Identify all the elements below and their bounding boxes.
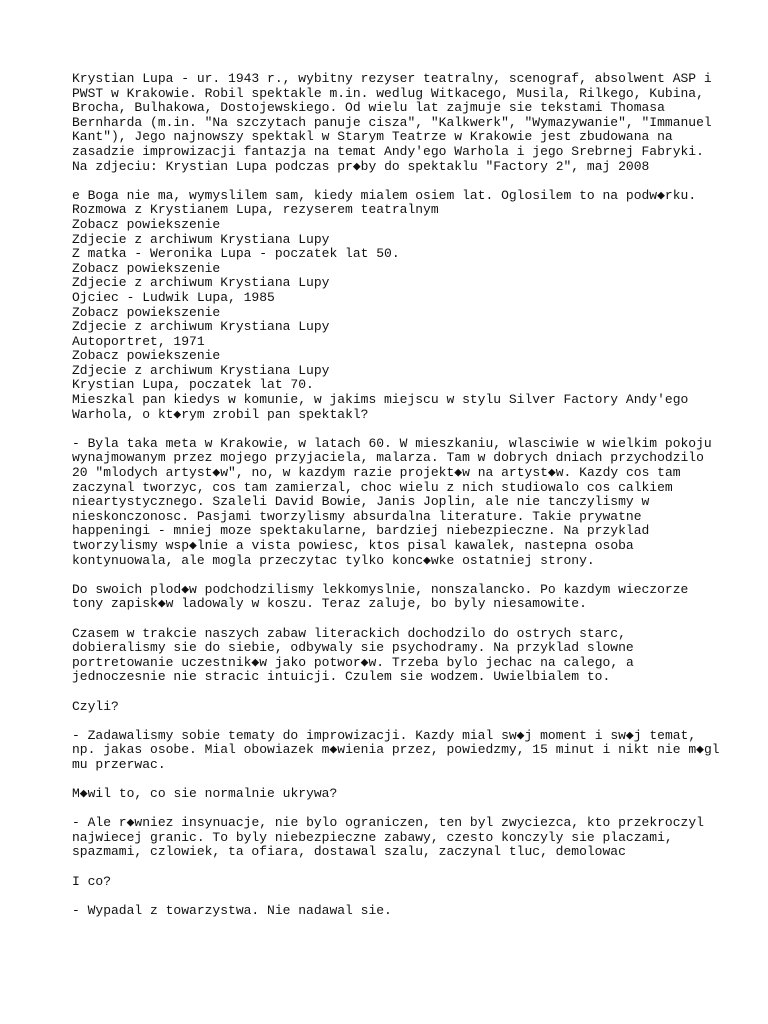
text-paragraph	[72, 583, 712, 612]
text-line: Zdjecie z archiwum Krystiana Lupy	[72, 362, 330, 378]
text-paragraph	[72, 816, 712, 860]
text-line: Rozmowa z Krystianem Lupa, rezyserem teatralnym	[72, 202, 439, 218]
text-line: tony zapisk◆w ladowaly w koszu. Teraz zaluje, bo byly niesamowite.	[72, 596, 587, 612]
text-line: Warhola, o kt◆rym zrobil pan spektakl?	[72, 406, 369, 422]
text-line: jednoczesnie nie stracic intuicji. Czulem sie wodzem. Uwielbialem to.	[72, 669, 611, 685]
text-line: M◆wil to, co sie normalnie ukrywa?	[72, 786, 338, 802]
text-line: Brocha, Bulhakowa, Dostojewskiego. Od wielu lat zajmuje sie tekstami Thomasa	[72, 100, 665, 116]
text-line: Czasem w trakcie naszych zabaw literackich dochodzilo do ostrych starc,	[72, 625, 626, 641]
document-page	[72, 71, 720, 933]
text-line: - Zadawalismy sobie tematy do improwizacji. Kazdy mial sw◆j moment i sw◆j temat,	[72, 727, 697, 743]
text-line: e Boga nie ma, wymyslilem sam, kiedy mialem osiem lat. Oglosilem to na podw◆rku.	[72, 187, 697, 203]
text-line: zaczynal tworzyc, cos tam zamierzal, choc wielu z nich studiowalo cos calkiem	[72, 479, 673, 495]
text-line: nieskonczonosc. Pasjami tworzylismy absurdalna literature. Takie prywatne	[72, 508, 642, 524]
text-line: Bernharda (m.in. "Na szczytach panuje cisza", "Kalkwerk", "Wymazywanie", "Immanuel	[72, 114, 712, 130]
text-line: Na zdjeciu: Krystian Lupa podczas pr◆by do spektaklu "Factory 2", maj 2008	[72, 158, 650, 174]
text-line: Zdjecie z archiwum Krystiana Lupy	[72, 275, 330, 291]
text-line: najwiecej granic. To byly niebezpieczne zabawy, czesto konczyly sie placzami,	[72, 829, 673, 845]
text-paragraph	[72, 727, 720, 773]
text-line: kontynuowala, ale mogla przeczytac tylko konc◆wke ostatniej strony.	[72, 552, 595, 568]
text-paragraph	[72, 627, 712, 685]
text-line: zasadzie improwizacji fantazja na temat Andy'ego Warhola i jego Srebrnej Fabryki.	[72, 143, 704, 159]
text-line: Zobacz powiekszenie	[72, 304, 221, 320]
text-line: Zobacz powiekszenie	[72, 216, 221, 232]
text-line: portretowanie uczestnik◆w jako potwor◆w. Trzeba bylo jechac na calego, a	[72, 654, 634, 670]
text-line: happeningi - mniej moze spektakularne, bardziej niebezpieczne. Na przyklad	[72, 523, 650, 539]
text-line: Krystian Lupa - ur. 1943 r., wybitny rezyser teatralny, scenograf, absolwent ASP i	[72, 71, 712, 86]
text-line: PWST w Krakowie. Robil spektakle m.in. wedlug Witkacego, Musila, Rilkego, Kubina,	[72, 85, 704, 101]
text-line: spazmami, czlowiek, ta ofiara, dostawal szalu, zaczynal tluc, demolowac	[72, 844, 626, 860]
text-line: wynajmowanym przez mojego przyjaciela, malarza. Tam w dobrych dniach przychodzilo	[72, 450, 704, 466]
text-line: tworzylismy wsp◆lnie a vista powiesc, ktos pisal kawalek, nastepna osoba	[72, 538, 634, 553]
text-line: Ojciec - Ludwik Lupa, 1985	[72, 289, 275, 305]
text-paragraph	[72, 437, 712, 568]
text-paragraph	[72, 875, 712, 890]
text-line: Zdjecie z archiwum Krystiana Lupy	[72, 319, 330, 335]
text-paragraph	[72, 904, 712, 919]
text-paragraph	[72, 189, 712, 423]
text-line: Czyli?	[72, 698, 119, 714]
text-line: Mieszkal pan kiedys w komunie, w jakims miejscu w stylu Silver Factory Andy'ego	[72, 392, 689, 408]
text-line: Autoportret, 1971	[72, 333, 205, 349]
text-line: Do swoich plod◆w podchodzilismy lekkomyslnie, nonszalancko. Po kazdym wieczorze	[72, 581, 689, 597]
text-line: I co?	[72, 873, 112, 889]
text-paragraph	[72, 700, 712, 715]
text-line: dobieralismy sie do siebie, odbywaly sie psychodramy. Na przyklad slowne	[72, 640, 634, 656]
text-paragraph	[72, 72, 712, 174]
text-line: np. jakas osobe. Mial obowiazek m◆wienia przez, powiedzmy, 15 minut i nikt nie m◆gl	[72, 742, 720, 758]
text-line: Krystian Lupa, poczatek lat 70.	[72, 377, 314, 393]
text-paragraph	[72, 787, 712, 802]
text-line: - Wypadal z towarzystwa. Nie nadawal sie.	[72, 902, 392, 918]
text-line: - Byla taka meta w Krakowie, w latach 60. W mieszkaniu, wlasciwie w wielkim pokoju	[72, 435, 712, 451]
text-line: - Ale r◆wniez insynuacje, nie bylo ograniczen, ten byl zwyciezca, kto przekroczyl	[72, 815, 704, 831]
text-line: Zobacz powiekszenie	[72, 348, 221, 364]
text-line: Z matka - Weronika Lupa - poczatek lat 50.	[72, 246, 400, 262]
text-line: mu przerwac.	[72, 756, 166, 772]
text-line: Zdjecie z archiwum Krystiana Lupy	[72, 231, 330, 247]
text-line: nieartystycznego. Szaleli David Bowie, Janis Joplin, ale nie tanczylismy w	[72, 494, 650, 510]
text-line: Zobacz powiekszenie	[72, 260, 221, 276]
text-line: 20 "mlodych artyst◆w", no, w kazdym razie projekt◆w na artyst◆w. Kazdy cos tam	[72, 465, 681, 481]
text-line: Kant"), Jego najnowszy spektakl w Starym Teatrze w Krakowie jest zbudowana na	[72, 129, 673, 145]
